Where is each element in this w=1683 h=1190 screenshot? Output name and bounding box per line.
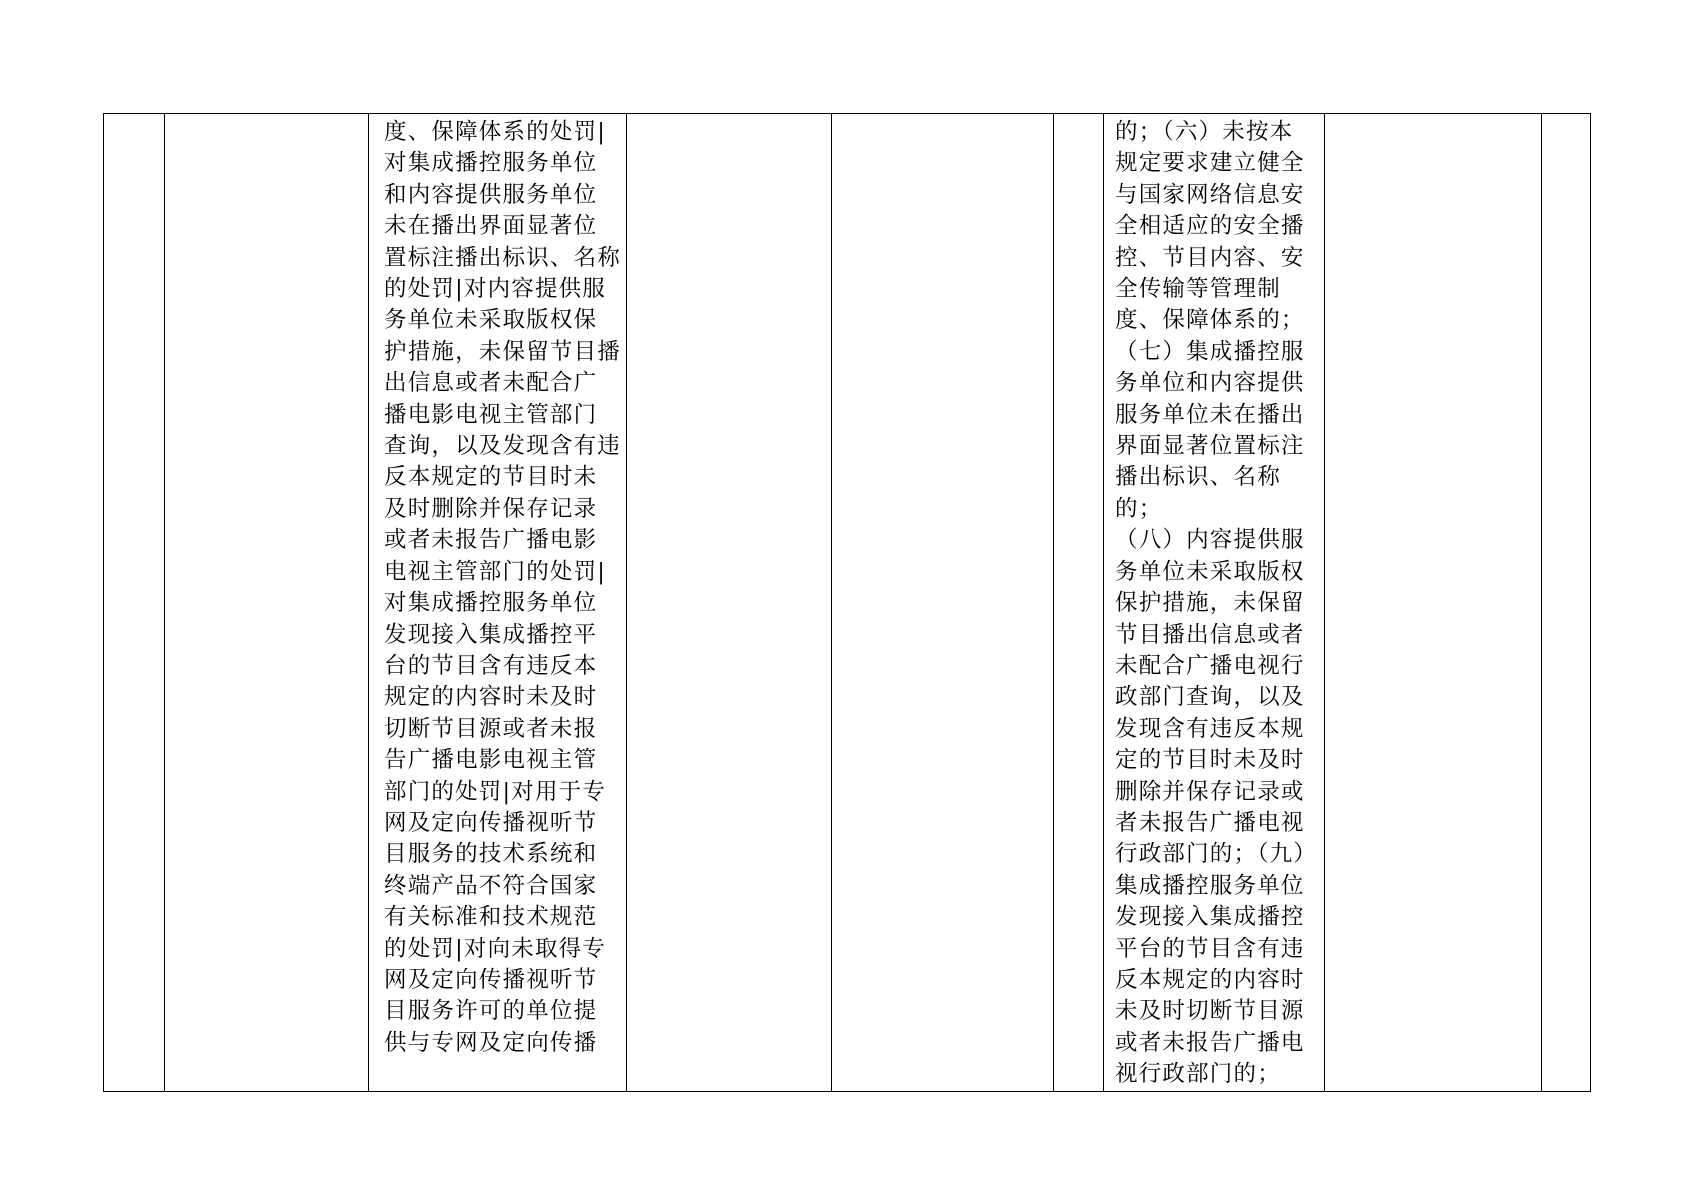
table-row (104, 114, 1591, 1092)
document-table (103, 113, 1591, 1092)
cell-text-9 (1542, 114, 1590, 117)
legal-basis-text: 的；（六）未按本 规定要求建立健全 与国家网络信息安 全相适应的安全播 控、节目内容、安 全传输等管理制 度、保障体系的； （七）集成播控服 务单位和内容提供 服务单位未在播出 界面显著位置标注 播出标识、名称的； （八）内容提供服 务单位未采取版权 保护措施，未保留 节目播出信息或者 未配合广播电视行 政部门查询，以及 发现含有违反本规 定的节目时未及时 删除并保存记录或 者未报告广播电视 行政部门的；（九） 集成播控服务单位 发现接入集成播控 平台的节目含有违 反本规定的内容时 未及时切断节目源 或者未报告广播电 视行政部门的； (1115, 119, 1318, 1088)
cell-text-4 (627, 114, 831, 117)
table-cell-4 (627, 114, 832, 1092)
table-cell-2 (165, 114, 369, 1092)
table-cell-1 (104, 114, 165, 1092)
table-cell-6 (1054, 114, 1104, 1092)
cell-text-6 (1054, 114, 1103, 117)
penalty-items-text: 度、保障体系的处罚| 对集成播控服务单位 和内容提供服务单位 未在播出界面显著位 置标注播出标识、名称 的处罚|对内容提供服 务单位未采取版权保 护措施，未保留节目播 出信息或者未配合广 播电影电视主管部门 查询，以及发现含有违 反本规定的节目时未 及时删除并保存记录 或者未报告广播电影 电视主管部门的处罚| 对集成播控服务单位 发现接入集成播控平 台的节目含有违反本 规定的内容时未及时 切断节目源或者未报 告广播电影电视主管 部门的处罚|对用于专 网及定向传播视听节 目服务的技术系统和 终端产品不符合国家 有关标准和技术规范 的处罚|对向未取得专 网及定向传播视听节 目服务许可的单位提 供与专网及定向传播 (384, 119, 622, 1056)
cell-text-2 (165, 114, 368, 117)
table-cell-9 (1542, 114, 1591, 1092)
table-cell-7 (1104, 114, 1325, 1092)
table-cell-8 (1325, 114, 1542, 1092)
cell-text-8 (1325, 114, 1541, 117)
cell-text-5 (832, 114, 1053, 117)
cell-text-1 (104, 114, 164, 117)
table-cell-3 (369, 114, 627, 1092)
table-cell-5 (832, 114, 1054, 1092)
